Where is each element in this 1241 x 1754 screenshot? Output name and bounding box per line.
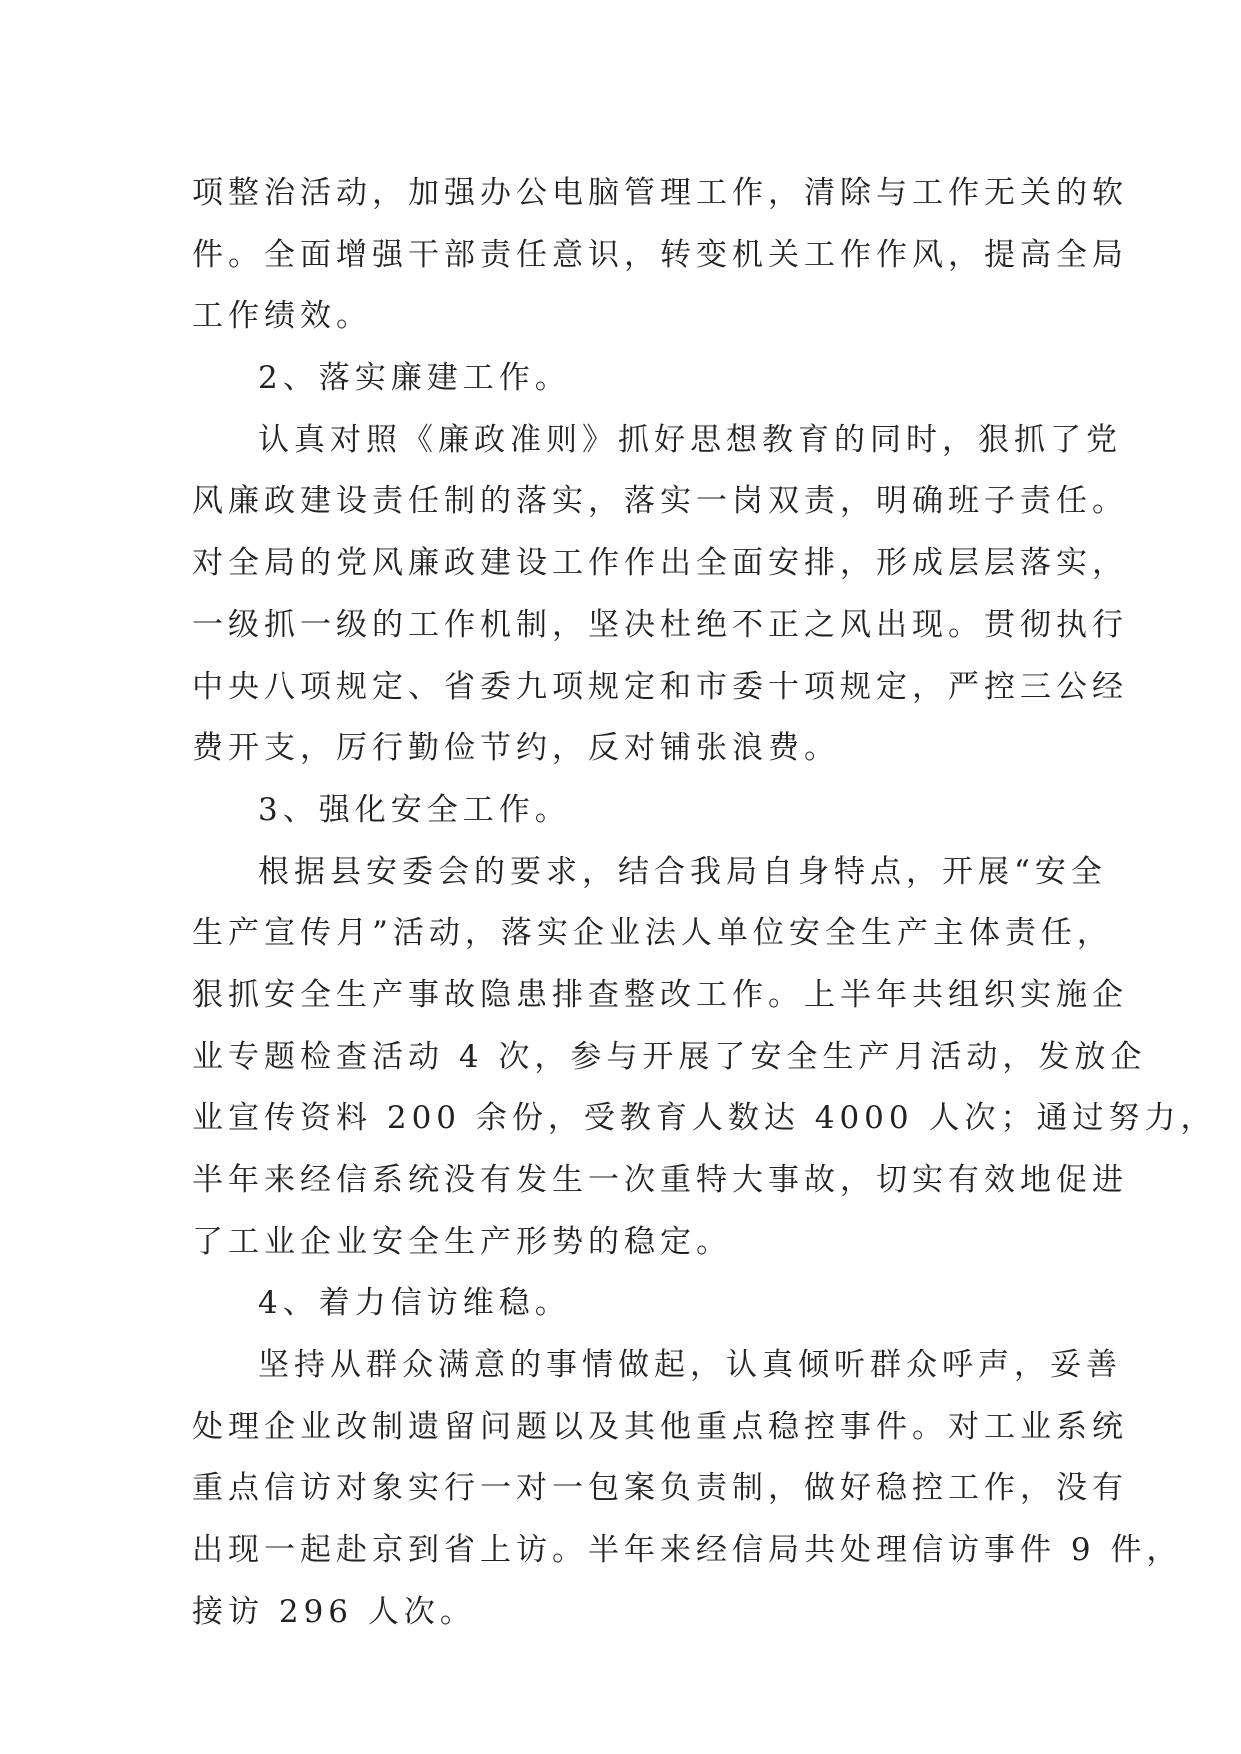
text-line: 处理企业改制遗留问题以及其他重点稳控事件。对工业系统 bbox=[192, 1408, 1128, 1445]
text-line: 中央八项规定、省委九项规定和市委十项规定，严控三公经 bbox=[192, 668, 1128, 705]
text-line: 业宣传资料 200 余份，受教育人数达 4000 人次；通过努力， bbox=[192, 1100, 1217, 1137]
text-line: 项整治活动，加强办公电脑管理工作，清除与工作无关的软 bbox=[192, 175, 1128, 211]
text-line: 件。全面增强干部责任意识，转变机关工作作风，提高全局 bbox=[192, 236, 1128, 273]
text-line: 一级抓一级的工作机制，坚决杜绝不正之风出现。贯彻执行 bbox=[192, 606, 1128, 643]
text-line: 对全局的党风廉政建设工作作出全面安排，形成层层落实， bbox=[192, 545, 1128, 582]
text-line: 生产宣传月”活动，落实企业法人单位安全生产主体责任， bbox=[192, 915, 1113, 952]
section-heading: 4、着力信访维稳。 bbox=[258, 1285, 571, 1322]
text-line: 认真对照《廉政准则》抓好思想教育的同时，狠抓了党 bbox=[258, 421, 1122, 458]
text-line: 费开支，厉行勤俭节约，反对铺张浪费。 bbox=[192, 730, 840, 767]
text-line: 工作绩效。 bbox=[192, 298, 372, 335]
text-line: 根据县安委会的要求，结合我局自身特点，开展“安全 bbox=[258, 853, 1107, 890]
section-heading: 3、强化安全工作。 bbox=[258, 791, 571, 828]
text-line: 风廉政建设责任制的落实，落实一岗双责，明确班子责任。 bbox=[192, 483, 1128, 520]
document-body bbox=[192, 163, 1217, 1644]
text-line: 半年来经信系统没有发生一次重特大事故，切实有效地促进 bbox=[192, 1162, 1128, 1198]
text-line: 接访 296 人次。 bbox=[192, 1593, 476, 1630]
text-line: 重点信访对象实行一对一包案负责制，做好稳控工作，没有 bbox=[192, 1470, 1128, 1507]
text-line: 狠抓安全生产事故隐患排查整改工作。上半年共组织实施企 bbox=[192, 976, 1128, 1013]
text-line: 了工业企业安全生产形势的稳定。 bbox=[192, 1223, 732, 1260]
section-heading: 2、落实廉建工作。 bbox=[258, 360, 571, 397]
text-line: 出现一起赴京到省上访。半年来经信局共处理信访事件 9 件， bbox=[192, 1532, 1183, 1569]
text-line: 业专题检查活动 4 次，参与开展了安全生产月活动，发放企 bbox=[192, 1038, 1147, 1075]
text-line: 坚持从群众满意的事情做起，认真倾听群众呼声，妥善 bbox=[258, 1347, 1122, 1384]
